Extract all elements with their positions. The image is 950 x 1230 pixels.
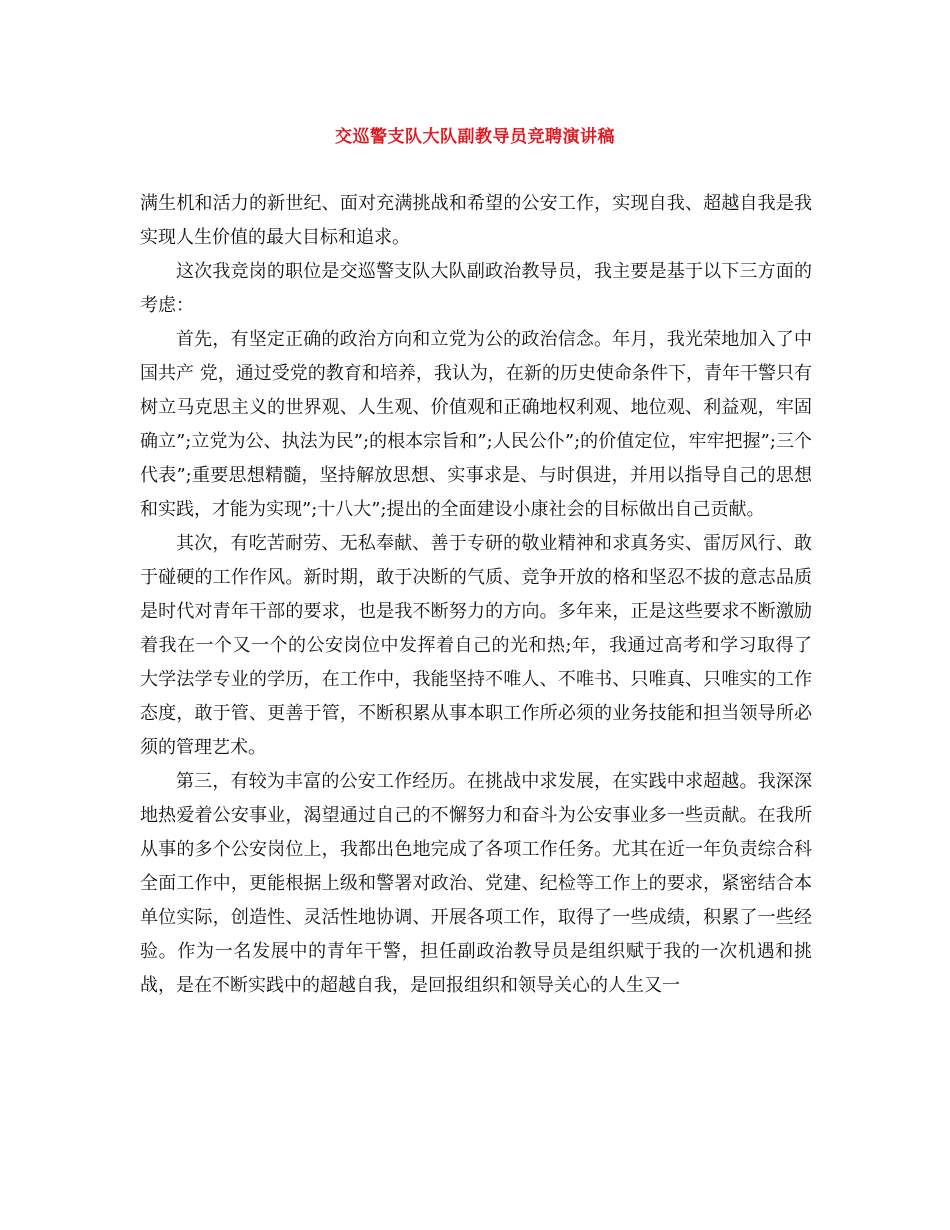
document-body — [140, 187, 812, 1003]
paragraph-1: 满生机和活力的新世纪、面对充满挑战和希望的公安工作，实现自我、超越自我是我实现人生价值的最大目标和追求。 — [140, 193, 812, 248]
paragraph-4: 其次，有吃苦耐劳、无私奉献、善于专研的敬业精神和求真务实、雷厉风行、敢于碰硬的工作作风。新时期，敢于决断的气质、竞争开放的格和坚忍不拔的意志品质是时代对青年干部的要求，也是我不断努力的方向。多年来，正是这些要求不断激励着我在一个又一个的公安岗位中发挥着自己的光和热;年，我通过高考和学习取得了大学法学专业的学历，在工作中，我能坚持不唯人、不唯书、只唯真、只唯实的工作态度，敢于管、更善于管，不断积累从事本职工作所必须的业务技能和担当领导所必须的管理艺术。 — [140, 533, 812, 758]
paragraph-5: 第三，有较为丰富的公安工作经历。在挑战中求发展，在实践中求超越。我深深地热爱着公安事业，渴望通过自己的不懈努力和奋斗为公安事业多一些贡献。在我所从事的多个公安岗位上，我都出色地完成了各项工作任务。尤其在近一年负责综合科全面工作中，更能根据上级和警署对政治、党建、纪检等工作上的要求，紧密结合本单位实际，创造性、灵活性地协调、开展各项工作，取得了一些成绩，积累了一些经验。作为一名发展中的青年干警，担任副政治教导员是组织赋于我的一次机遇和挑战，是在不断实践中的超越自我，是回报组织和领导关心的人生又一 — [140, 771, 812, 996]
document-title: 交巡警支队大队副教导员竞聘演讲稿 — [335, 127, 615, 147]
paragraph-2: 这次我竞岗的职位是交巡警支队大队副政治教导员，我主要是基于以下三方面的考虑： — [140, 261, 812, 316]
paragraph-3: 首先，有坚定正确的政治方向和立党为公的政治信念。年月，我光荣地加入了中国共产 党，通过受党的教育和培养，我认为，在新的历史使命条件下，青年干警只有树立马克思主义的世界观、人生观、价值观和正确地权利观、地位观、利益观，牢固确立”;立党为公、执法为民”;的根本宗旨和”;人民公仆”;的价值定位，牢牢把握”;三个代表”;重要思想精髓，坚持解放思想、实事求是、与时俱进，并用以指导自己的思想和实践，才能为实现”;十八大”;提出的全面建设小康社会的目标做出自己贡献。 — [140, 329, 812, 520]
